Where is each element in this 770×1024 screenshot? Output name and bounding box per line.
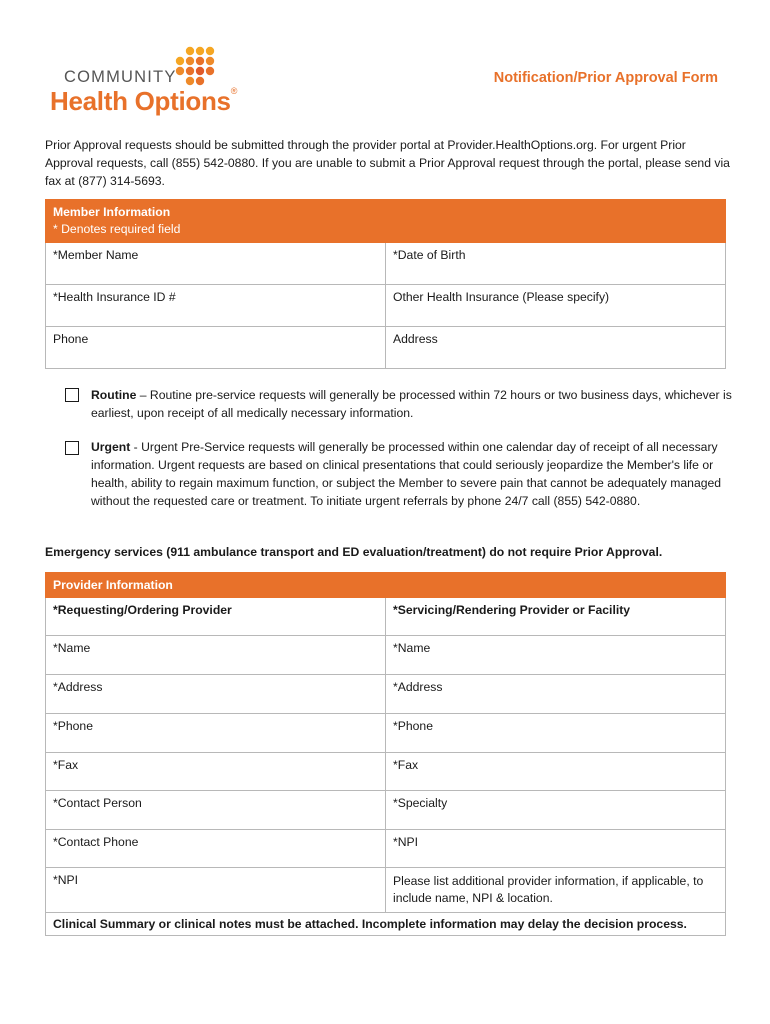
provider-information-table bbox=[45, 572, 726, 936]
routine-description: – Routine pre-service requests will generally be processed within 72 hours or two business days, whichever is earliest, upon receipt of all medically necessary information. bbox=[91, 388, 732, 420]
urgent-label: Urgent bbox=[91, 440, 131, 454]
community-health-options-logo bbox=[50, 44, 250, 119]
urgent-description: - Urgent Pre-Service requests will generally be processed within one calendar day of receipt of all necessary information. Urgent requests are based on clinical presentations that could seriously jeopardize the Member's life or health, ability to regain maximum function, or subject the Member to severe pain that cannot be adequately managed without the requested care or treatment. To initiate urgent referrals by phone 24/7 call (855) 542-0880. bbox=[91, 440, 722, 508]
member-name-field[interactable]: *Member Name bbox=[46, 243, 386, 285]
clinical-summary-notice: Clinical Summary or clinical notes must be attached. Incomplete information may delay the decision process. bbox=[46, 913, 726, 936]
form-title: Notification/Prior Approval Form bbox=[493, 70, 718, 86]
servicing-fax-field[interactable]: *Fax bbox=[386, 753, 726, 791]
requesting-npi-field[interactable]: *NPI bbox=[46, 868, 386, 913]
logo-registered-mark: ® bbox=[230, 86, 238, 96]
servicing-npi-field[interactable]: *NPI bbox=[386, 830, 726, 868]
health-insurance-id-field[interactable]: *Health Insurance ID # bbox=[46, 285, 386, 327]
additional-provider-info-field[interactable]: Please list additional provider information, if applicable, to include name, NPI & location. bbox=[386, 868, 726, 913]
requesting-phone-field[interactable]: *Phone bbox=[46, 714, 386, 753]
logo-health-options-text bbox=[50, 86, 237, 117]
requesting-contact-person-field[interactable]: *Contact Person bbox=[46, 791, 386, 830]
requesting-name-field[interactable]: *Name bbox=[46, 636, 386, 675]
provider-information-header: Provider Information bbox=[46, 573, 726, 598]
requesting-fax-field[interactable]: *Fax bbox=[46, 753, 386, 791]
logo-dots-icon bbox=[173, 46, 223, 90]
address-field[interactable]: Address bbox=[386, 327, 726, 369]
servicing-address-field[interactable]: *Address bbox=[386, 675, 726, 714]
urgent-text bbox=[91, 438, 732, 510]
member-header-title: Member Information bbox=[53, 205, 171, 219]
member-information-table bbox=[45, 199, 726, 369]
urgent-checkbox[interactable] bbox=[65, 441, 79, 455]
date-of-birth-field[interactable]: *Date of Birth bbox=[386, 243, 726, 285]
requesting-address-field[interactable]: *Address bbox=[46, 675, 386, 714]
servicing-provider-heading: *Servicing/Rendering Provider or Facility bbox=[386, 598, 726, 636]
requesting-contact-phone-field[interactable]: *Contact Phone bbox=[46, 830, 386, 868]
urgent-option bbox=[62, 438, 732, 510]
logo-health-options-label: Health Options bbox=[50, 86, 231, 116]
servicing-specialty-field[interactable]: *Specialty bbox=[386, 791, 726, 830]
routine-text bbox=[91, 386, 732, 422]
routine-option bbox=[62, 386, 732, 422]
requesting-provider-heading: *Requesting/Ordering Provider bbox=[46, 598, 386, 636]
servicing-name-field[interactable]: *Name bbox=[386, 636, 726, 675]
other-health-insurance-field[interactable]: Other Health Insurance (Please specify) bbox=[386, 285, 726, 327]
phone-field[interactable]: Phone bbox=[46, 327, 386, 369]
intro-paragraph: Prior Approval requests should be submitted through the provider portal at Provider.HealthOptions.org. For urgent Prior Approval requests, call (855) 542-0880. If you are unable to submit a Prior Approval request through the portal, please send via fax at (877) 314-5693. bbox=[45, 138, 730, 188]
member-information-header bbox=[46, 200, 726, 243]
logo-community-text: COMMUNITY bbox=[64, 68, 177, 86]
emergency-notice: Emergency services (911 ambulance transport and ED evaluation/treatment) do not require Prior Approval. bbox=[45, 545, 663, 559]
routine-checkbox[interactable] bbox=[65, 388, 79, 402]
routine-label: Routine bbox=[91, 388, 137, 402]
servicing-phone-field[interactable]: *Phone bbox=[386, 714, 726, 753]
required-field-note: * Denotes required field bbox=[53, 222, 181, 236]
